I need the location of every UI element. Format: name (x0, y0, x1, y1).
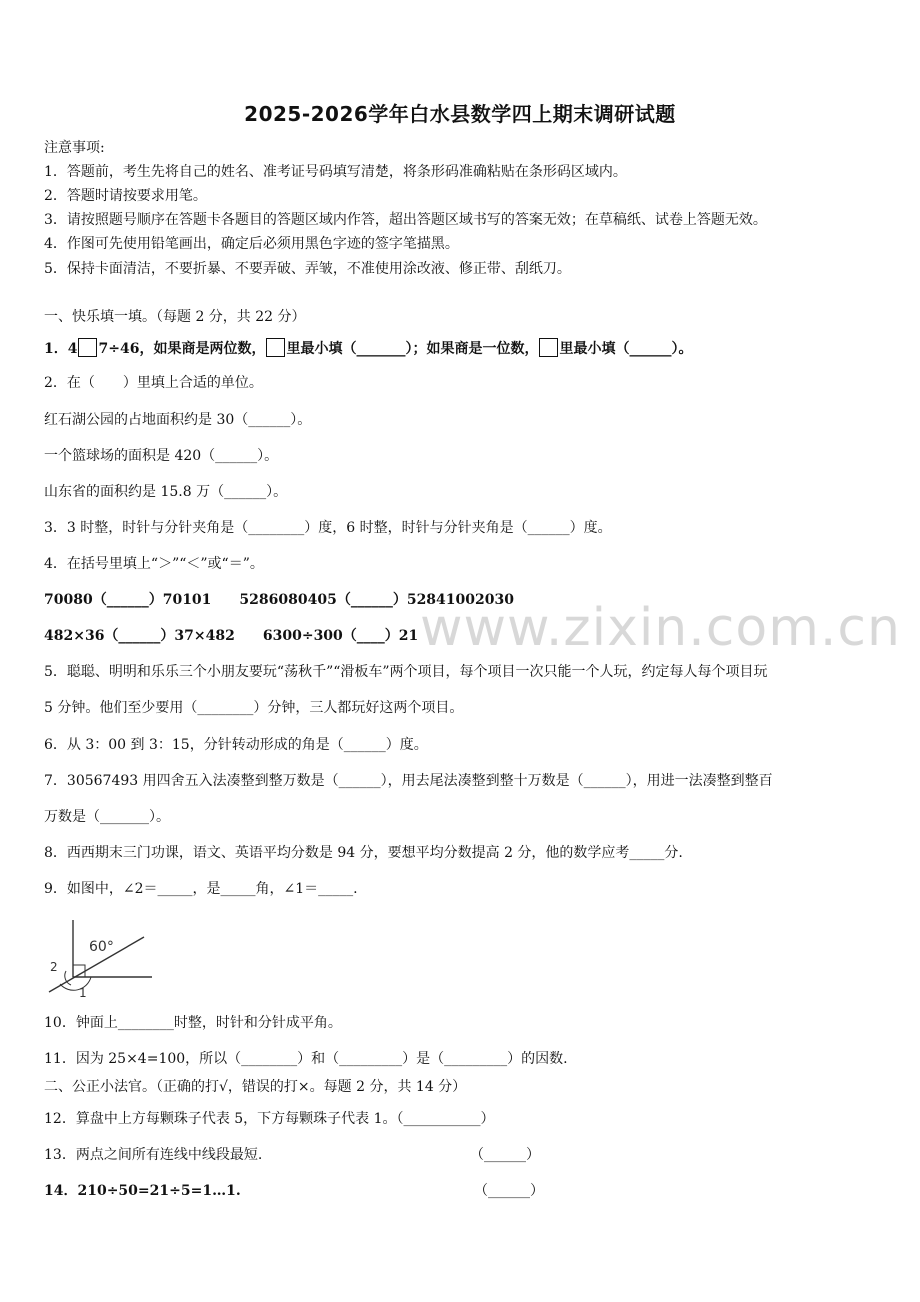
question-13-answer: （______） (470, 1147, 540, 1163)
question-7-line-2: 万数是（_______）。 (44, 809, 170, 825)
question-8: 8．西西期末三门功课，语文、英语平均分数是 94 分，要想平均分数提高 2 分，他的数学应考_____分. (44, 845, 683, 861)
q1-part-a: 1．4 (44, 341, 78, 357)
question-4-stem: 4．在括号里填上“＞”“＜”或“＝”。 (44, 556, 264, 572)
notice-heading: 注意事项: (44, 140, 105, 156)
notice-item-5: 5．保持卡面清洁，不要折暴、不要弄破、弄皱，不准使用涂改液、修正带、刮纸刀。 (44, 261, 571, 277)
blank-box (539, 338, 558, 357)
question-5-line-2: 5 分钟。他们至少要用（________）分钟，三人都玩好这两个项目。 (44, 700, 464, 716)
question-11: 11．因为 25×4=100，所以（________）和（_________）是（_________）的因数. (44, 1051, 568, 1067)
q1-part-d: 里最小填（______）。 (559, 341, 693, 357)
question-4-row-2: 482×36（______）37×482 6300÷300（____）21 (44, 628, 419, 644)
question-2-stem: 2．在（ ）里填上合适的单位。 (44, 375, 263, 391)
q1-part-c: 里最小填（_______）；如果商是一位数， (286, 341, 539, 357)
watermark: www.zixin.com.cn (420, 598, 901, 658)
question-7-line-1: 7．30567493 用四舍五入法凑整到整万数是（______），用去尾法凑整到整十万数是（______），用进一法凑整到整百 (44, 773, 773, 789)
question-3: 3．3 时整，时针与分针夹角是（________）度，6 时整，时针与分针夹角是（______）度。 (44, 520, 612, 536)
question-9: 9．如图中，∠2＝_____，是_____角，∠1＝_____. (44, 881, 358, 897)
notice-item-3: 3．请按照题号顺序在答题卡各题目的答题区域内作答，超出答题区域书写的答案无效；在草稿纸、试卷上答题无效。 (44, 212, 767, 228)
angle-label-2: 2 (50, 960, 58, 974)
question-6: 6．从 3：00 到 3：15，分针转动形成的角是（______）度。 (44, 737, 428, 753)
notice-item-1: 1．答题前，考生先将自己的姓名、准考证号码填写清楚，将条形码准确粘贴在条形码区域内。 (44, 164, 627, 180)
question-5-line-1: 5．聪聪、明明和乐乐三个小朋友要玩“荡秋千”“滑板车”两个项目，每个项目一次只能一个人玩，约定每人每个项目玩 (44, 664, 768, 680)
angle-label-60: 60° (89, 939, 114, 955)
question-4-row-1: 70080（______）70101 5286080405（______）52841002030 (44, 592, 514, 608)
q1-part-b: 7÷46，如果商是两位数， (98, 341, 266, 357)
blank-box (266, 338, 285, 357)
blank-box (78, 338, 97, 357)
question-2-item-1: 红石湖公园的占地面积约是 30（______）。 (44, 412, 312, 428)
question-14: 14．210÷50=21÷5=1…1. (44, 1183, 241, 1199)
section1-heading: 一、快乐填一填。（每题 2 分，共 22 分） (44, 309, 306, 325)
question-1 (44, 338, 692, 358)
angle-label-1: 1 (79, 986, 87, 1000)
angle-figure (44, 915, 164, 1000)
notice-item-4: 4．作图可先使用铅笔画出，确定后必须用黑色字迹的签字笔描黑。 (44, 236, 459, 252)
question-2-item-2: 一个篮球场的面积是 420（______）。 (44, 448, 279, 464)
question-10: 10．钟面上________时整，时针和分针成平角。 (44, 1015, 342, 1031)
notice-item-2: 2．答题时请按要求用笔。 (44, 188, 207, 204)
section2-heading: 二、公正小法官。（正确的打√，错误的打×。每题 2 分，共 14 分） (44, 1079, 467, 1095)
question-13: 13．两点之间所有连线中线段最短. (44, 1147, 263, 1163)
question-12: 12．算盘中上方每颗珠子代表 5，下方每颗珠子代表 1。（___________） (44, 1111, 495, 1127)
page-title: 2025-2026学年白水县数学四上期末调研试题 (244, 102, 676, 126)
question-2-item-3: 山东省的面积约是 15.8 万（______）。 (44, 484, 288, 500)
question-14-answer: （______） (474, 1183, 544, 1199)
